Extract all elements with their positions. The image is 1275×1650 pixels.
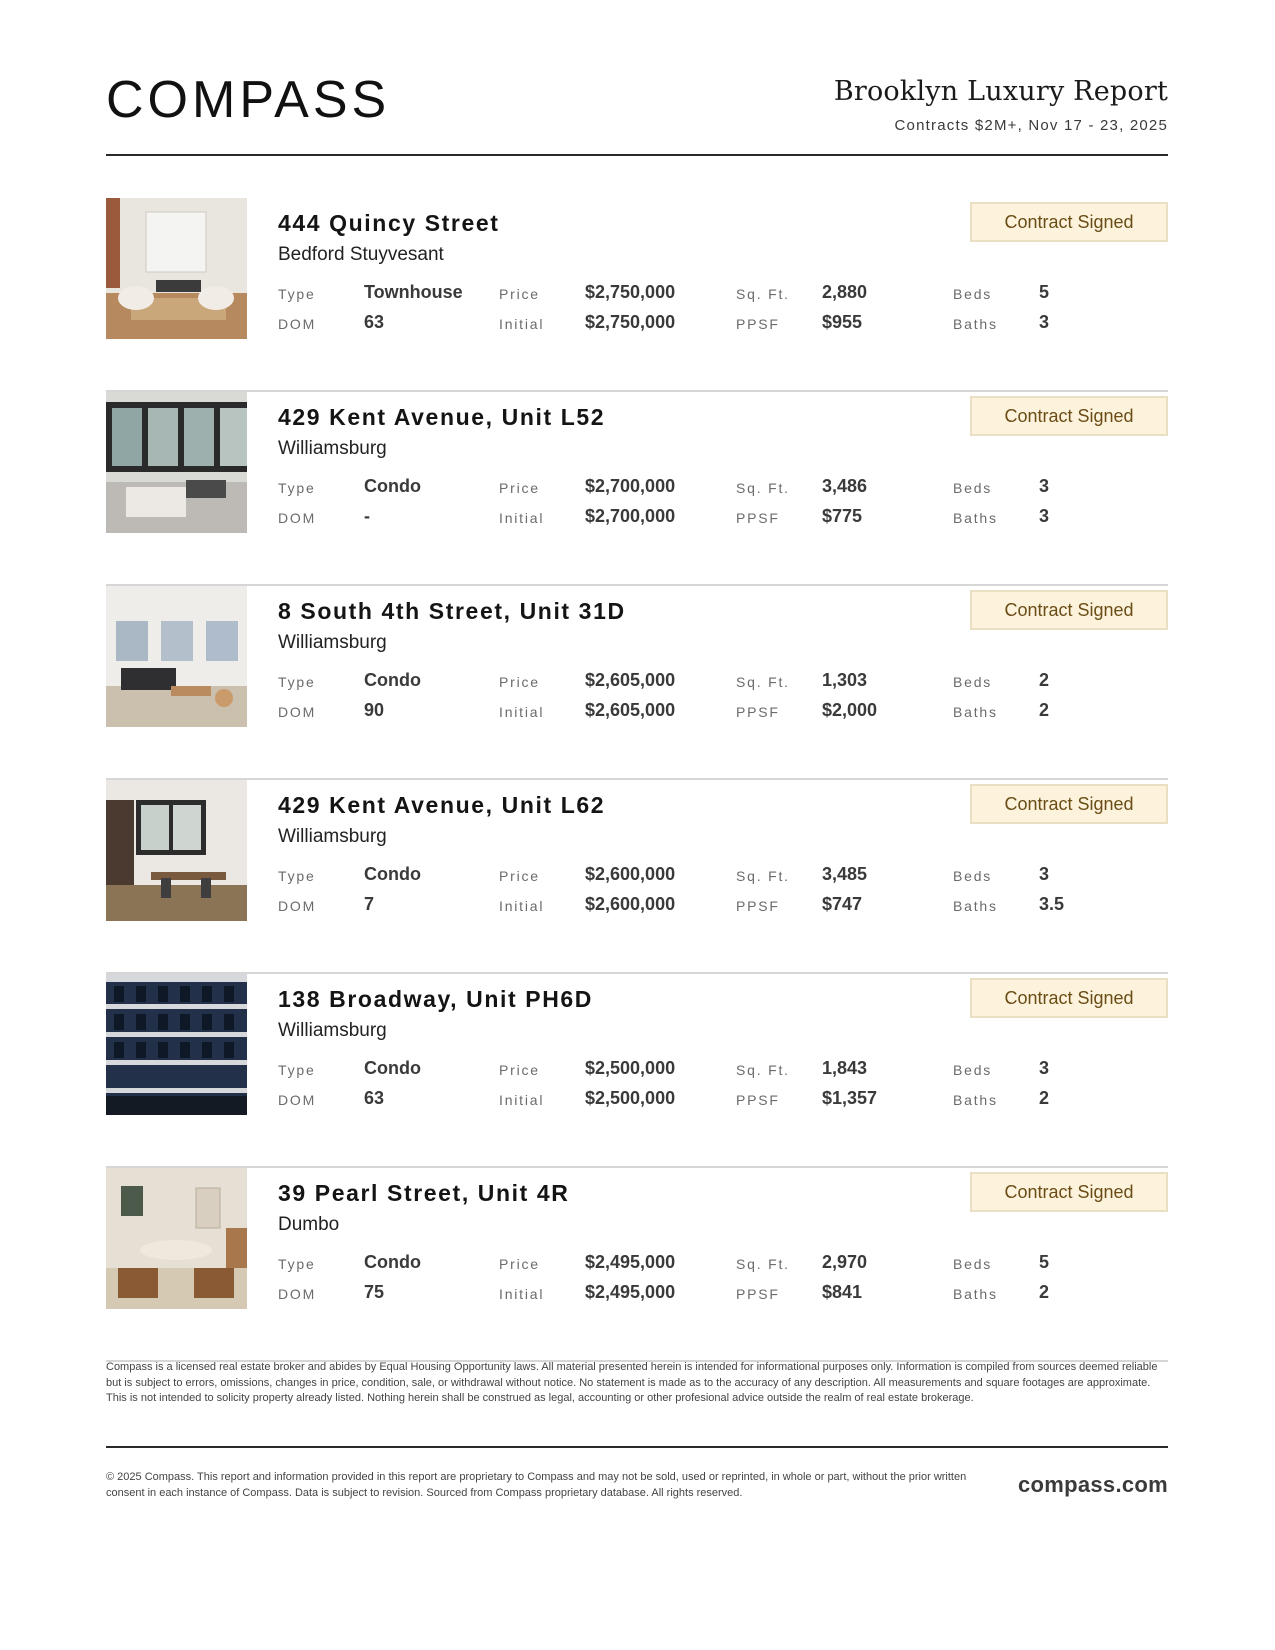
sqft-label: Sq. Ft. bbox=[736, 868, 790, 884]
loft-living-room-photo[interactable] bbox=[106, 392, 247, 533]
dom-value: 7 bbox=[364, 894, 375, 914]
living-room-photo[interactable] bbox=[106, 198, 247, 339]
listing-list bbox=[106, 198, 1168, 1362]
listing-address[interactable]: 429 Kent Avenue, Unit L52 bbox=[278, 404, 606, 430]
listing-stats bbox=[278, 476, 1168, 540]
status-badge: Contract Signed bbox=[970, 784, 1168, 824]
listing-card bbox=[106, 974, 1168, 1168]
listing-neighborhood: Williamsburg bbox=[278, 826, 387, 847]
beds-label: Beds bbox=[953, 674, 993, 690]
baths-value: 2 bbox=[1039, 1088, 1050, 1108]
type-value: Condo bbox=[364, 476, 421, 496]
initial-value: $2,500,000 bbox=[585, 1088, 676, 1108]
living-room-view-photo[interactable] bbox=[106, 586, 247, 727]
status-badge: Contract Signed bbox=[970, 978, 1168, 1018]
ppsf-label: PPSF bbox=[736, 316, 780, 332]
loft-lounge-photo[interactable] bbox=[106, 1168, 247, 1309]
baths-label: Baths bbox=[953, 1286, 998, 1302]
baths-label: Baths bbox=[953, 316, 998, 332]
listing-address[interactable]: 39 Pearl Street, Unit 4R bbox=[278, 1180, 570, 1206]
price-label: Price bbox=[499, 286, 540, 302]
baths-value: 2 bbox=[1039, 1282, 1050, 1302]
type-label: Type bbox=[278, 480, 316, 496]
beds-value: 3 bbox=[1039, 476, 1050, 496]
listing-stats bbox=[278, 1058, 1168, 1122]
dom-label: DOM bbox=[278, 898, 317, 914]
status-badge: Contract Signed bbox=[970, 1172, 1168, 1212]
initial-label: Initial bbox=[499, 1286, 545, 1302]
price-label: Price bbox=[499, 868, 540, 884]
initial-value: $2,700,000 bbox=[585, 506, 676, 526]
beds-label: Beds bbox=[953, 868, 993, 884]
ppsf-label: PPSF bbox=[736, 1286, 780, 1302]
disclaimer-text: Compass is a licensed real estate broker and abides by Equal Housing Opportunity laws. All material presented herein is intended for informational purposes only. Information is compiled from sources deemed reliable but is subject to errors, omissions, changes in price, condition, sale, or withdrawal without notice. No statement is made as to the accuracy of any description. All measurements and square footages are approximate. This is not intended to solicity property already listed. Nothing herein shall be construed as legal, accounting or other profesional advice outside the realm of real estate brokerage. bbox=[106, 1361, 1158, 1404]
ppsf-value: $1,357 bbox=[822, 1088, 878, 1108]
beds-label: Beds bbox=[953, 480, 993, 496]
price-label: Price bbox=[499, 480, 540, 496]
baths-label: Baths bbox=[953, 898, 998, 914]
listing-stats bbox=[278, 864, 1168, 928]
building-facade-photo[interactable] bbox=[106, 974, 247, 1115]
listing-stats bbox=[278, 1252, 1168, 1316]
listing-stats bbox=[278, 670, 1168, 734]
price-label: Price bbox=[499, 1062, 540, 1078]
dining-room-photo[interactable] bbox=[106, 780, 247, 921]
beds-value: 5 bbox=[1039, 282, 1050, 302]
initial-label: Initial bbox=[499, 316, 545, 332]
baths-label: Baths bbox=[953, 704, 998, 720]
report-subtitle: Contracts $2M+, Nov 17 - 23, 2025 bbox=[894, 117, 1168, 134]
type-label: Type bbox=[278, 1256, 316, 1272]
type-label: Type bbox=[278, 1062, 316, 1078]
price-value: $2,495,000 bbox=[585, 1252, 676, 1272]
price-label: Price bbox=[499, 1256, 540, 1272]
price-value: $2,750,000 bbox=[585, 282, 676, 302]
baths-value: 2 bbox=[1039, 700, 1050, 720]
sqft-value: 3,485 bbox=[822, 864, 868, 884]
price-value: $2,500,000 bbox=[585, 1058, 676, 1078]
listing-address[interactable]: 429 Kent Avenue, Unit L62 bbox=[278, 792, 606, 818]
price-value: $2,605,000 bbox=[585, 670, 676, 690]
price-value: $2,600,000 bbox=[585, 864, 676, 884]
listing-address[interactable]: 8 South 4th Street, Unit 31D bbox=[278, 598, 626, 624]
baths-label: Baths bbox=[953, 1092, 998, 1108]
sqft-label: Sq. Ft. bbox=[736, 674, 790, 690]
header-divider bbox=[106, 154, 1168, 156]
dom-label: DOM bbox=[278, 1092, 317, 1108]
type-label: Type bbox=[278, 868, 316, 884]
type-value: Condo bbox=[364, 670, 421, 690]
dom-label: DOM bbox=[278, 704, 317, 720]
sqft-value: 1,843 bbox=[822, 1058, 868, 1078]
listing-card bbox=[106, 198, 1168, 392]
price-label: Price bbox=[499, 674, 540, 690]
ppsf-label: PPSF bbox=[736, 1092, 780, 1108]
initial-label: Initial bbox=[499, 898, 545, 914]
dom-value: 63 bbox=[364, 1088, 385, 1108]
initial-label: Initial bbox=[499, 704, 545, 720]
ppsf-value: $955 bbox=[822, 312, 863, 332]
status-badge: Contract Signed bbox=[970, 202, 1168, 242]
baths-value: 3.5 bbox=[1039, 894, 1065, 914]
dom-label: DOM bbox=[278, 316, 317, 332]
ppsf-label: PPSF bbox=[736, 898, 780, 914]
baths-value: 3 bbox=[1039, 312, 1050, 332]
type-value: Condo bbox=[364, 1252, 421, 1272]
sqft-value: 2,970 bbox=[822, 1252, 868, 1272]
listing-neighborhood: Williamsburg bbox=[278, 1020, 387, 1041]
compass-logo bbox=[106, 74, 426, 126]
ppsf-value: $2,000 bbox=[822, 700, 878, 720]
beds-label: Beds bbox=[953, 286, 993, 302]
status-badge: Contract Signed bbox=[970, 396, 1168, 436]
type-value: Condo bbox=[364, 1058, 421, 1078]
listing-card bbox=[106, 392, 1168, 586]
report-title: Brooklyn Luxury Report bbox=[833, 76, 1168, 107]
beds-value: 3 bbox=[1039, 864, 1050, 884]
listing-card bbox=[106, 1168, 1168, 1362]
sqft-value: 1,303 bbox=[822, 670, 868, 690]
status-badge: Contract Signed bbox=[970, 590, 1168, 630]
dom-value: - bbox=[364, 506, 370, 526]
type-value: Condo bbox=[364, 864, 421, 884]
listing-address[interactable]: 138 Broadway, Unit PH6D bbox=[278, 986, 594, 1012]
beds-value: 2 bbox=[1039, 670, 1050, 690]
svg-text:COMPASS: COMPASS bbox=[106, 74, 391, 126]
listing-address[interactable]: 444 Quincy Street bbox=[278, 210, 500, 236]
beds-label: Beds bbox=[953, 1256, 993, 1272]
ppsf-label: PPSF bbox=[736, 704, 780, 720]
ppsf-value: $775 bbox=[822, 506, 863, 526]
listing-neighborhood: Dumbo bbox=[278, 1214, 340, 1235]
website-link[interactable]: compass.com bbox=[1017, 1472, 1168, 1497]
price-value: $2,700,000 bbox=[585, 476, 676, 496]
initial-label: Initial bbox=[499, 510, 545, 526]
copyright-text: © 2025 Compass. This report and information provided in this report are proprietary to Compass and may not be sold, used or reprinted, in whole or part, without the prior written consent in each instance of Compass. Data is subject to revision. Sourced from Compass proprietary database. All rights reserved. bbox=[106, 1471, 967, 1499]
sqft-value: 3,486 bbox=[822, 476, 868, 496]
initial-value: $2,600,000 bbox=[585, 894, 676, 914]
dom-value: 75 bbox=[364, 1282, 385, 1302]
initial-label: Initial bbox=[499, 1092, 545, 1108]
listing-stats bbox=[278, 282, 1168, 346]
type-label: Type bbox=[278, 674, 316, 690]
initial-value: $2,495,000 bbox=[585, 1282, 676, 1302]
listing-card bbox=[106, 780, 1168, 974]
sqft-label: Sq. Ft. bbox=[736, 1256, 790, 1272]
footer-divider bbox=[106, 1446, 1168, 1448]
dom-value: 63 bbox=[364, 312, 385, 332]
ppsf-value: $841 bbox=[822, 1282, 863, 1302]
beds-value: 3 bbox=[1039, 1058, 1050, 1078]
dom-value: 90 bbox=[364, 700, 385, 720]
listing-card bbox=[106, 586, 1168, 780]
sqft-label: Sq. Ft. bbox=[736, 286, 790, 302]
ppsf-value: $747 bbox=[822, 894, 863, 914]
listing-neighborhood: Bedford Stuyvesant bbox=[278, 244, 444, 265]
sqft-label: Sq. Ft. bbox=[736, 480, 790, 496]
initial-value: $2,605,000 bbox=[585, 700, 676, 720]
dom-label: DOM bbox=[278, 1286, 317, 1302]
report-header bbox=[106, 74, 1168, 154]
sqft-value: 2,880 bbox=[822, 282, 868, 302]
baths-value: 3 bbox=[1039, 506, 1050, 526]
beds-value: 5 bbox=[1039, 1252, 1050, 1272]
beds-label: Beds bbox=[953, 1062, 993, 1078]
sqft-label: Sq. Ft. bbox=[736, 1062, 790, 1078]
type-label: Type bbox=[278, 286, 316, 302]
type-value: Townhouse bbox=[364, 282, 463, 302]
baths-label: Baths bbox=[953, 510, 998, 526]
listing-neighborhood: Williamsburg bbox=[278, 438, 387, 459]
ppsf-label: PPSF bbox=[736, 510, 780, 526]
initial-value: $2,750,000 bbox=[585, 312, 676, 332]
listing-neighborhood: Williamsburg bbox=[278, 632, 387, 653]
dom-label: DOM bbox=[278, 510, 317, 526]
